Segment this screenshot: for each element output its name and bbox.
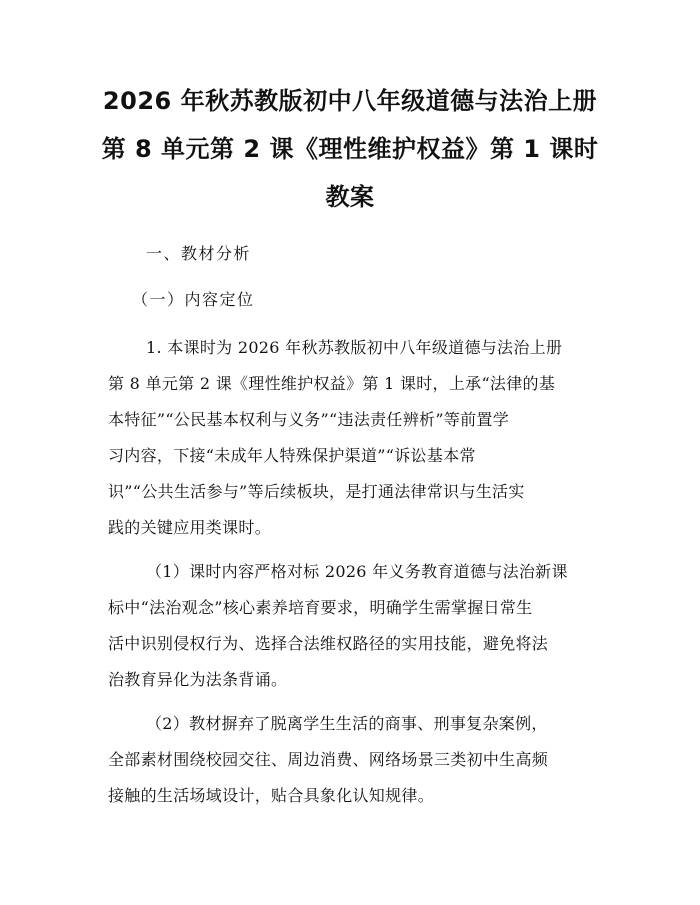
paragraph-line: 接触的生活场域设计，贴合具象化认知规律。 [108,786,435,805]
paragraph-line: 治教育异化为法条背诵。 [108,670,288,689]
subsection-heading: （一）内容定位 [132,290,255,309]
paragraph-line: 活中识别侵权行为、选择合法维权路径的实用技能，避免将法 [108,634,549,653]
paragraph-line: 识”“公共生活参与”等后续板块，是打通法律常识与生活实 [108,482,525,501]
paragraph-line: 习内容，下接“未成年人特殊保护渠道”“诉讼基本常 [108,446,476,465]
paragraph-line: （1）课时内容严格对标 2026 年义务教育道德与法治新课 [146,562,568,581]
section-heading: 一、教材分析 [146,244,252,263]
paragraph-line: 本特征”“公民基本权利与义务”“违法责任辨析”等前置学 [108,410,509,429]
document-title-line-3: 教案 [325,183,375,211]
paragraph-line: 标中“法治观念”核心素养培育要求，明确学生需掌握日常生 [108,598,533,617]
paragraph-line: 全部素材围绕校园交往、周边消费、网络场景三类初中生高频 [108,750,549,769]
paragraph-line: 1. 本课时为 2026 年秋苏教版初中八年级道德与法治上册 [146,338,563,357]
paragraph-line: 第 8 单元第 2 课《理性维护权益》第 1 课时，上承“法律的基 [108,374,556,393]
document-title-line-1: 2026 年秋苏教版初中八年级道德与法治上册 [102,87,598,115]
document-title-line-2: 第 8 单元第 2 课《理性维护权益》第 1 课时 [101,135,599,163]
paragraph-line: 践的关键应用类课时。 [108,518,272,537]
paragraph-line: （2）教材摒弃了脱离学生生活的商事、刑事复杂案例， [146,714,548,733]
